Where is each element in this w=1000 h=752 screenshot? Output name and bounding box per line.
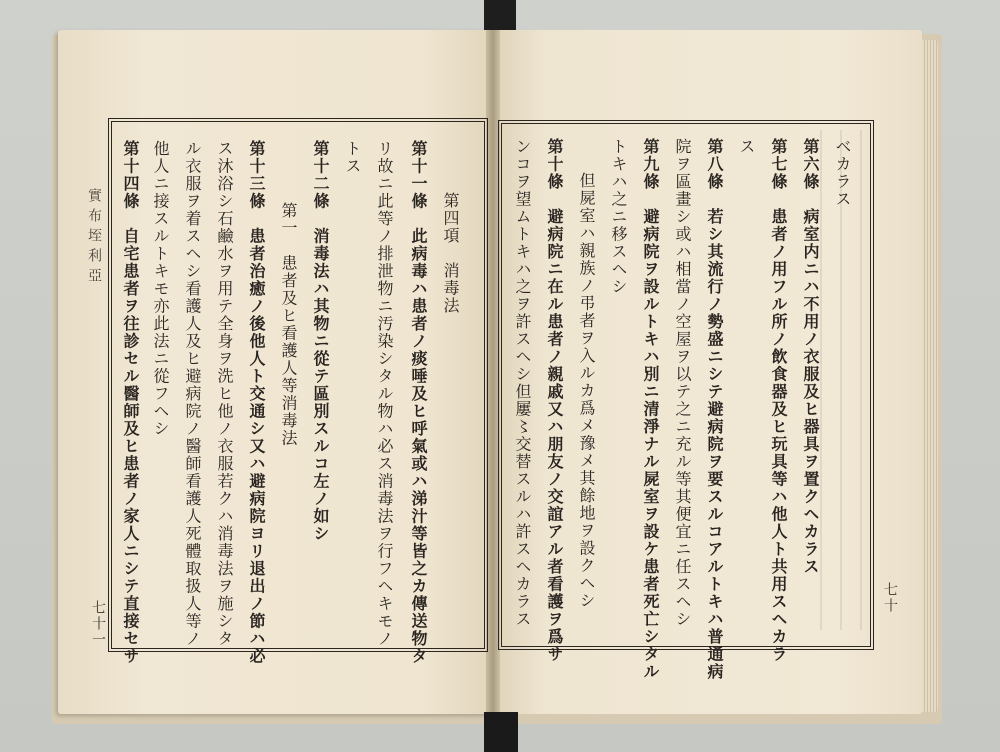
left-col-11: 第十四條 自宅患者ヲ往診セル醫師及ヒ患者ノ家人ニシテ直接セサ [121,140,140,665]
right-col-3: 第七條 患者ノ用フル所ノ飲食器及ヒ玩具等ハ他人ト共用スヘカラ [769,138,788,663]
right-col-11: ンコヲ望ムトキハ之ヲ許スヘシ但屢〻交替スルハ許スヘカラス [513,138,532,628]
right-col-7: 第九條 避病院ヲ設ルトキハ別ニ清淨ナル屍室ヲ設ケ患者死亡シタル [641,138,660,681]
page-number-left: 七十一 [90,600,106,648]
left-col-3: リ故ニ此等ノ排泄物ニ汚染シタル物ハ必ス消毒法ヲ行フヘキモノ [375,140,394,648]
right-col-10: 第十條 避病院ニ在ル患者ノ親戚又ハ朋友ノ交誼アル者看護ヲ爲サ [545,138,564,663]
left-col-2: 第十一條 此病毒ハ患者ノ痰唾及ヒ呼氣或ハ涕汁等皆之カ傳送物タ [409,140,428,665]
page-number-right: 七十 [882,582,898,614]
bookmark-ribbon-bottom [484,712,518,752]
left-col-4: トス [343,140,362,175]
right-col-2: 第六條 病室内ニハ不用ノ衣服及ヒ器具ヲ置クヘカラス [801,138,820,576]
right-col-8: トキハ之ニ移スヘシ [609,138,628,296]
right-col-1: ベカラス [833,138,852,208]
page-stack-edge [922,40,938,712]
right-text-frame [498,120,874,681]
running-title: 實布垤利亞 [86,188,102,288]
left-col-7: 第十三條 患者治癒ノ後他人ト交通シ又ハ避病院ヨリ退出ノ節ハ必 [247,140,266,665]
right-col-9: 但屍室ハ親族ノ弔者ヲ入ルカ爲メ豫メ其餘地ヲ設クヘシ [577,172,596,610]
left-col-8: ス沐浴シ石鹼水ヲ用テ全身ヲ洗ヒ他ノ衣服若クハ消毒法ヲ施シタ [215,140,234,648]
left-text-frame [108,118,488,665]
right-col-6: 院ヲ區畫シ或ハ相當ノ空屋ヲ以テ之ニ充ル等其便宜ニ任スヘシ [673,138,692,628]
right-col-4: ス [737,138,756,156]
right-col-5: 第八條 若シ其流行ノ勢盛ニシテ避病院ヲ要スルコアルトキハ普通病 [705,138,724,681]
left-col-5: 第十二條 消毒法ハ其物ニ從テ區別スルコ左ノ如シ [311,140,330,543]
left-col-1: 第四項 消毒法 [441,192,460,315]
left-col-9: ル衣服ヲ着スヘシ看護人及ヒ避病院ノ醫師看護人死體取扱人等ノ [183,140,202,648]
left-col-10: 他人ニ接スルトキモ亦此法ニ從フヘシ [151,140,170,438]
left-col-6: 第一 患者及ヒ看護人等消毒法 [279,202,298,447]
